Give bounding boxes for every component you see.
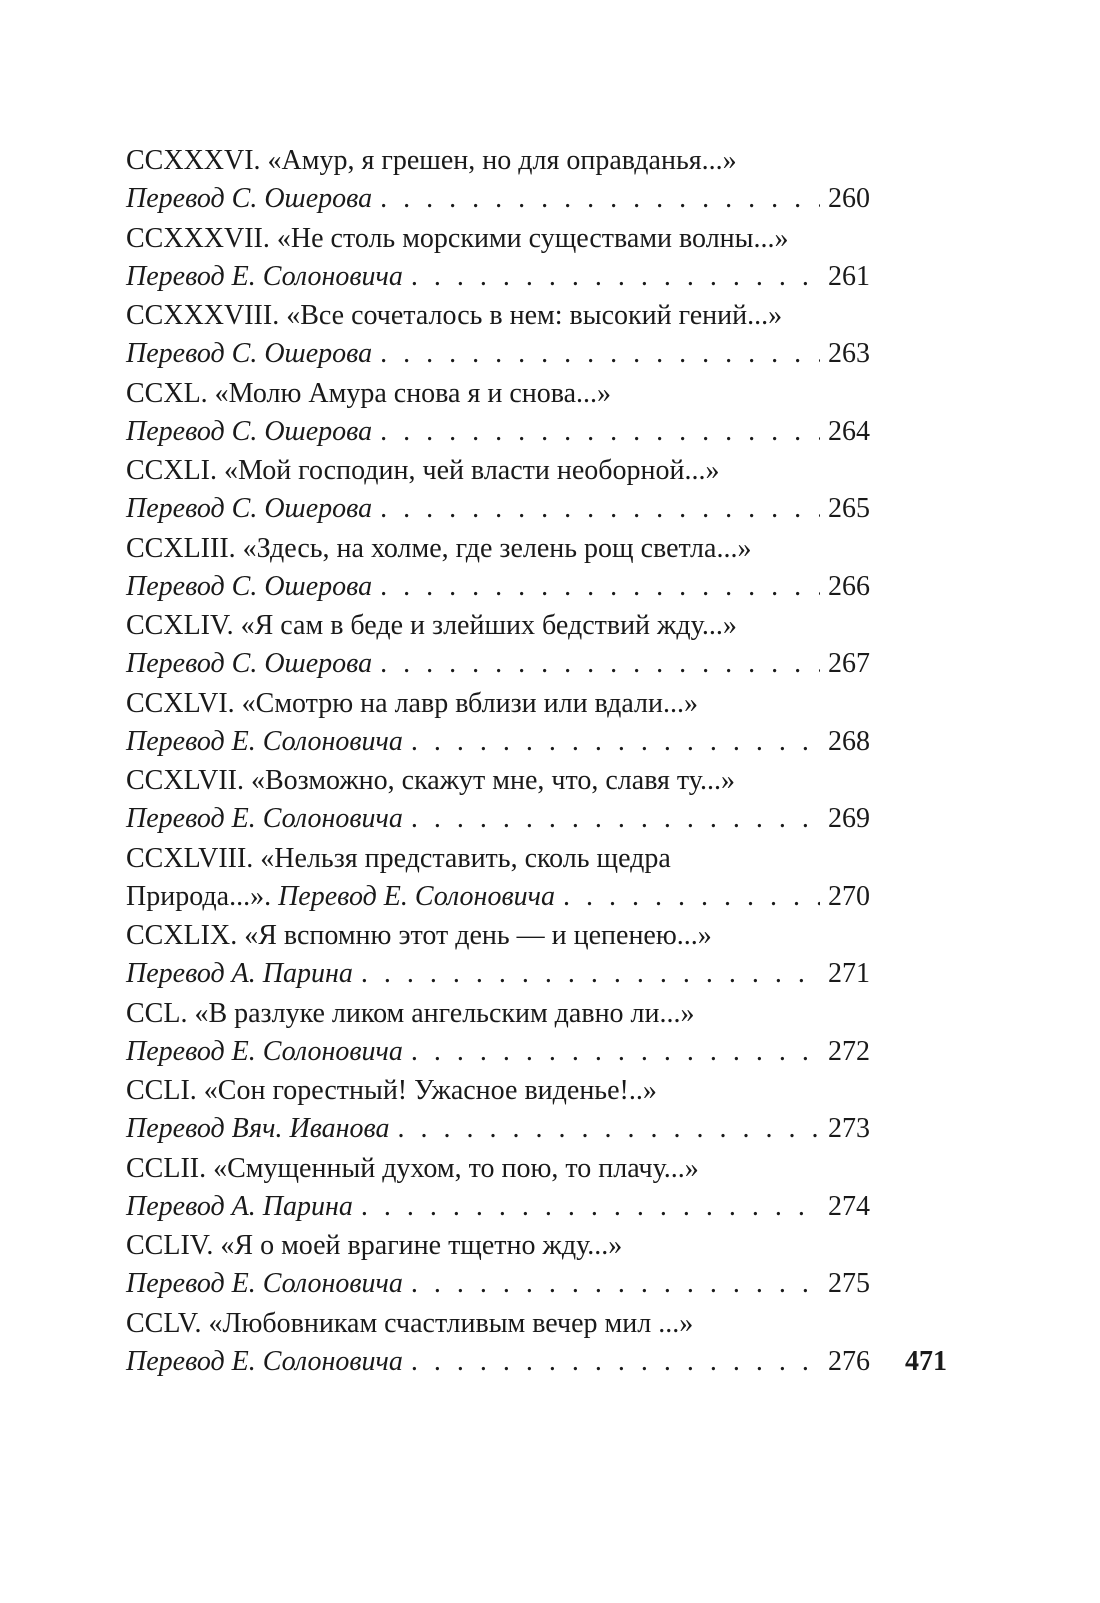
toc-entry xyxy=(126,297,870,375)
entry-page-number: 275 xyxy=(828,1268,870,1299)
entry-page-number: 268 xyxy=(828,725,870,757)
toc-entry xyxy=(126,220,870,298)
entry-translator: Перевод С. Ошерова xyxy=(126,338,373,369)
entry-translator-line xyxy=(126,1343,870,1381)
entry-translator: Перевод Вяч. Иванова xyxy=(126,1113,390,1144)
entry-title-continuation: Природа...». xyxy=(126,880,272,912)
entry-translator-line xyxy=(126,723,870,761)
dot-leader xyxy=(398,1110,820,1148)
entry-title: CCLII. «Смущенный духом, то пою, то плачу...» xyxy=(126,1152,699,1184)
dot-leader xyxy=(411,800,820,838)
toc-entry xyxy=(126,607,870,685)
entry-translator-line xyxy=(126,1265,870,1303)
entry-title: CCLI. «Сон горестный! Ужасное виденье!..» xyxy=(126,1075,657,1106)
entry-page-number: 263 xyxy=(828,338,870,369)
toc-entry xyxy=(126,1150,870,1228)
entry-translator-line xyxy=(126,413,870,451)
entry-title: CCXXXVII. «Не столь морскими существами волны...» xyxy=(126,222,789,254)
dot-leader xyxy=(380,413,820,451)
entry-translator-line xyxy=(126,258,870,296)
entry-page-number: 264 xyxy=(828,415,870,447)
entry-page-number: 265 xyxy=(828,493,870,524)
entry-page-number: 266 xyxy=(828,570,870,602)
entry-page-number: 273 xyxy=(828,1113,870,1144)
entry-translator: Перевод С. Ошерова xyxy=(126,648,373,679)
entry-page-number: 274 xyxy=(828,1190,870,1222)
entry-translator: Перевод Е. Солоновича xyxy=(126,1268,403,1299)
entry-translator: Перевод С. Ошерова xyxy=(126,570,373,602)
entry-translator: Перевод А. Парина xyxy=(126,958,353,989)
entry-translator-line xyxy=(126,955,870,993)
dot-leader xyxy=(361,955,820,993)
toc-entry xyxy=(126,685,870,763)
entry-translator-name: Перевод Е. Солоновича xyxy=(278,880,555,912)
entry-title: CCXXXVI. «Амур, я грешен, но для оправданья...» xyxy=(126,145,737,176)
entry-title: CCXLVIII. «Нельзя представить, сколь щедра xyxy=(126,842,671,874)
toc-entry xyxy=(126,142,870,220)
table-of-contents xyxy=(126,142,870,1382)
entry-translator: Перевод Е. Солоновича xyxy=(126,1035,403,1067)
entry-translator xyxy=(126,878,563,916)
entry-translator: Перевод С. Ошерова xyxy=(126,493,373,524)
entry-translator: Перевод С. Ошерова xyxy=(126,183,373,214)
entry-translator-line xyxy=(126,335,870,373)
entry-title: CCXLIII. «Здесь, на холме, где зелень рощ светла...» xyxy=(126,532,752,564)
toc-entry xyxy=(126,917,870,995)
entry-page-number: 269 xyxy=(828,803,870,834)
entry-translator: Перевод Е. Солоновича xyxy=(126,725,403,757)
dot-leader xyxy=(411,258,820,296)
entry-title: CCXLIV. «Я сам в беде и злейших бедствий жду...» xyxy=(126,610,737,641)
dot-leader xyxy=(563,878,820,916)
toc-entry xyxy=(126,840,870,918)
entry-translator: Перевод С. Ошерова xyxy=(126,415,373,447)
entry-translator-line xyxy=(126,800,870,838)
entry-title: CCXLVI. «Смотрю на лавр вблизи или вдали...» xyxy=(126,687,698,719)
entry-page-number: 271 xyxy=(828,958,870,989)
dot-leader xyxy=(380,180,820,218)
dot-leader xyxy=(411,1343,820,1381)
dot-leader xyxy=(411,1265,820,1303)
toc-entry xyxy=(126,1305,870,1383)
entry-translator-line xyxy=(126,1110,870,1148)
toc-entry xyxy=(126,1227,870,1305)
entry-translator-line xyxy=(126,1188,870,1226)
entry-page-number: 267 xyxy=(828,648,870,679)
entry-translator-line xyxy=(126,645,870,683)
entry-title: CCXLVII. «Возможно, скажут мне, что, славя ту...» xyxy=(126,765,735,796)
entry-translator: Перевод А. Парина xyxy=(126,1190,353,1222)
entry-translator-line xyxy=(126,878,870,916)
dot-leader xyxy=(361,1188,820,1226)
toc-entry xyxy=(126,762,870,840)
entry-title: CCXLIX. «Я вспомню этот день — и цепенею...» xyxy=(126,920,712,951)
toc-entry xyxy=(126,452,870,530)
entry-translator: Перевод Е. Солоновича xyxy=(126,1345,403,1377)
entry-translator-line xyxy=(126,490,870,528)
page-folio-number: 471 xyxy=(905,1346,947,1377)
entry-translator-line xyxy=(126,180,870,218)
toc-entry xyxy=(126,1072,870,1150)
dot-leader xyxy=(380,335,820,373)
entry-title: CCL. «В разлуке ликом ангельским давно ли...» xyxy=(126,997,695,1029)
entry-page-number: 272 xyxy=(828,1035,870,1067)
dot-leader xyxy=(380,568,820,606)
entry-title: CCXL. «Молю Амура снова я и снова...» xyxy=(126,377,612,409)
entry-page-number: 260 xyxy=(828,183,870,214)
entry-page-number: 276 xyxy=(828,1345,870,1377)
dot-leader xyxy=(380,645,820,683)
entry-translator-line xyxy=(126,568,870,606)
entry-title: CCLIV. «Я о моей врагине тщетно жду...» xyxy=(126,1230,623,1261)
entry-title: CCXLI. «Мой господин, чей власти необорной...» xyxy=(126,455,720,486)
entry-page-number: 261 xyxy=(828,260,870,292)
dot-leader xyxy=(380,490,820,528)
entry-translator-line xyxy=(126,1033,870,1071)
entry-title: CCXXXVIII. «Все сочеталось в нем: высокий гений...» xyxy=(126,300,783,331)
dot-leader xyxy=(411,723,820,761)
dot-leader xyxy=(411,1033,820,1071)
entry-title: CCLV. «Любовникам счастливым вечер мил ...» xyxy=(126,1307,694,1339)
toc-entry xyxy=(126,995,870,1073)
toc-entry xyxy=(126,375,870,453)
entry-translator: Перевод Е. Солоновича xyxy=(126,260,403,292)
entry-translator: Перевод Е. Солоновича xyxy=(126,803,403,834)
toc-entry xyxy=(126,530,870,608)
entry-page-number: 270 xyxy=(828,880,870,912)
